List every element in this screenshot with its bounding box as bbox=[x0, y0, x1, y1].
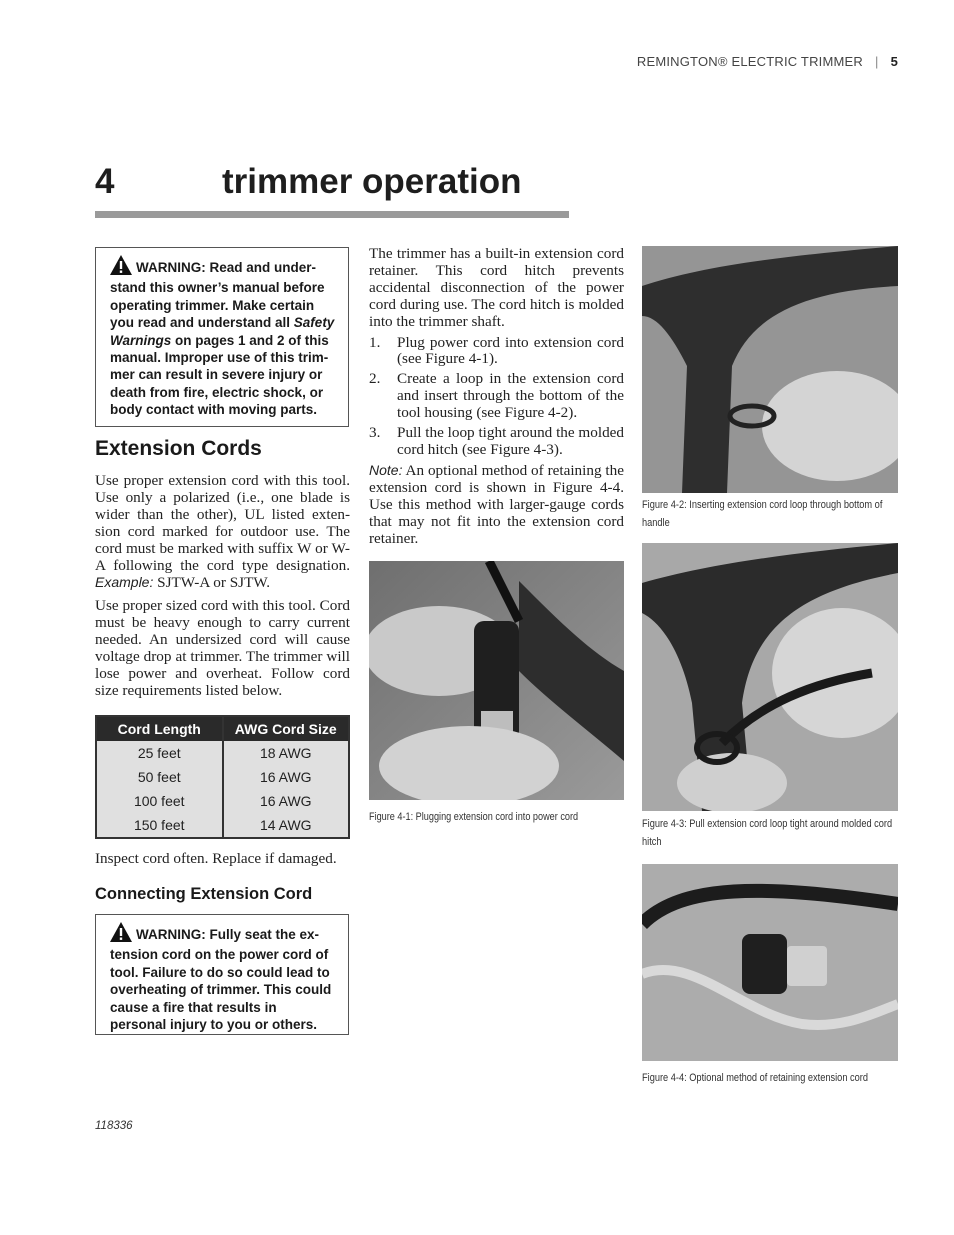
warning2-text: WARNING: Fully seat the ex-tension cord on the power cord of tool. Failure to do so could lead to overheating of trimmer. This could cause a fire that results in personal injury to you or others. bbox=[110, 927, 332, 1033]
warning-triangle-icon bbox=[110, 255, 132, 279]
step-text: Plug power cord into extension cord (see Figure 4-1). bbox=[397, 333, 624, 368]
step-number: 3. bbox=[369, 424, 381, 442]
chapter-name: trimmer operation bbox=[222, 162, 522, 201]
extension-cords-para1 bbox=[95, 473, 350, 592]
warning1-tail: on pages 1 and 2 of this manual. Improper use of this trim-mer can result in severe injury or death from fire, electric shock, or body contact with moving parts. bbox=[110, 332, 329, 418]
step-text: Pull the loop tight around the molded cord hitch (see Figure 4-3). bbox=[397, 424, 624, 458]
table-cell: 18 AWG bbox=[223, 741, 350, 765]
page-number: 5 bbox=[890, 54, 898, 69]
table-cell: 14 AWG bbox=[223, 813, 350, 838]
heading-connecting-extension-cord: Connecting Extension Cord bbox=[95, 885, 313, 903]
chapter-number: 4 bbox=[95, 162, 115, 201]
note-paragraph bbox=[369, 462, 624, 548]
example-text: SJTW-A or SJTW. bbox=[153, 574, 271, 592]
table-header-cell: Cord Length bbox=[96, 716, 223, 741]
intro-paragraph: The trimmer has a built-in extension cord retainer. This cord hitch prevents accidental disconnection of the power cord during use. The cord hitch is molded into the trimmer shaft. bbox=[369, 245, 624, 330]
header-title: REMINGTON® ELECTRIC TRIMMER bbox=[636, 54, 863, 69]
table-row bbox=[96, 789, 349, 813]
list-item bbox=[369, 371, 624, 422]
figure-4-3-photo bbox=[642, 543, 898, 811]
note-label: Note: bbox=[369, 461, 403, 478]
cord-size-table bbox=[95, 715, 350, 839]
warning1-lead: WARNING: Read and under-stand this owner’s manual before operating trimmer. Make certain you read and understand all bbox=[110, 260, 325, 331]
figure-4-4-caption: Figure 4-4: Optional method of retaining extension cord bbox=[642, 1072, 868, 1084]
figure-4-2-photo bbox=[642, 246, 898, 493]
running-header bbox=[637, 54, 898, 69]
warning-box-seat-cord bbox=[95, 914, 349, 1035]
table-cell: 25 feet bbox=[96, 741, 223, 765]
header-separator: | bbox=[874, 54, 879, 69]
figure-4-1-caption: Figure 4-1: Plugging extension cord into power cord bbox=[369, 811, 579, 823]
example-label: Example: bbox=[95, 574, 154, 591]
figure-4-4-photo bbox=[642, 864, 898, 1061]
table-cell: 16 AWG bbox=[223, 789, 350, 813]
document-number: 118336 bbox=[95, 1120, 133, 1132]
warning1-emphasis: Safety Warnings bbox=[110, 315, 335, 348]
step-number: 2. bbox=[369, 370, 381, 388]
note-text: An optional method of retaining the extension cord is shown in Figure 4-4. Use this method with larger-gauge cords that may not fit into the extension cord retainer. bbox=[369, 461, 624, 547]
extension-cords-text bbox=[95, 473, 350, 706]
table-cell: 150 feet bbox=[96, 813, 223, 838]
list-item bbox=[369, 425, 624, 459]
inspect-cord-text: Inspect cord often. Replace if damaged. bbox=[95, 850, 337, 867]
step-text: Create a loop in the extension cord and insert through the bottom of the tool housing (see Figure 4-2). bbox=[397, 370, 624, 422]
table-cell: 50 feet bbox=[96, 765, 223, 789]
heading-extension-cords: Extension Cords bbox=[95, 437, 262, 460]
figure-4-1-photo bbox=[369, 561, 624, 800]
figure-4-3-caption: Figure 4-3: Pull extension cord loop tight around molded cord hitch bbox=[642, 818, 893, 848]
figure-4-2-caption: Figure 4-2: Inserting extension cord loop through bottom of handle bbox=[642, 499, 883, 529]
table-header-cell: AWG Cord Size bbox=[223, 716, 350, 741]
middle-column-text bbox=[369, 246, 624, 553]
table-row bbox=[96, 741, 349, 765]
table-row bbox=[96, 813, 349, 838]
chapter-rule bbox=[95, 211, 569, 218]
list-item bbox=[369, 335, 624, 369]
step-number: 1. bbox=[369, 333, 381, 351]
extension-cords-para2: Use proper sized cord with this tool. Cord must be heavy enough to carry current needed. An undersized cord will cause voltage drop at trimmer. The trimmer will lose power and overheat. Follow cord size requirements listed below. bbox=[95, 597, 350, 699]
table-header-row bbox=[96, 716, 349, 741]
para1-text: Use proper extension cord with this tool. Use only a polarized (i.e., one blade is wider than the other), UL listed exten-sion cord marked for outdoor use. The cord must be marked with suffix W or W-A following the cord type designation. bbox=[95, 472, 350, 574]
steps-list bbox=[369, 335, 624, 459]
chapter-title bbox=[95, 162, 522, 202]
warning-box-owners-manual bbox=[95, 247, 349, 427]
table-cell: 16 AWG bbox=[223, 765, 350, 789]
table-cell: 100 feet bbox=[96, 789, 223, 813]
table-row bbox=[96, 765, 349, 789]
warning-triangle-icon bbox=[110, 922, 132, 946]
